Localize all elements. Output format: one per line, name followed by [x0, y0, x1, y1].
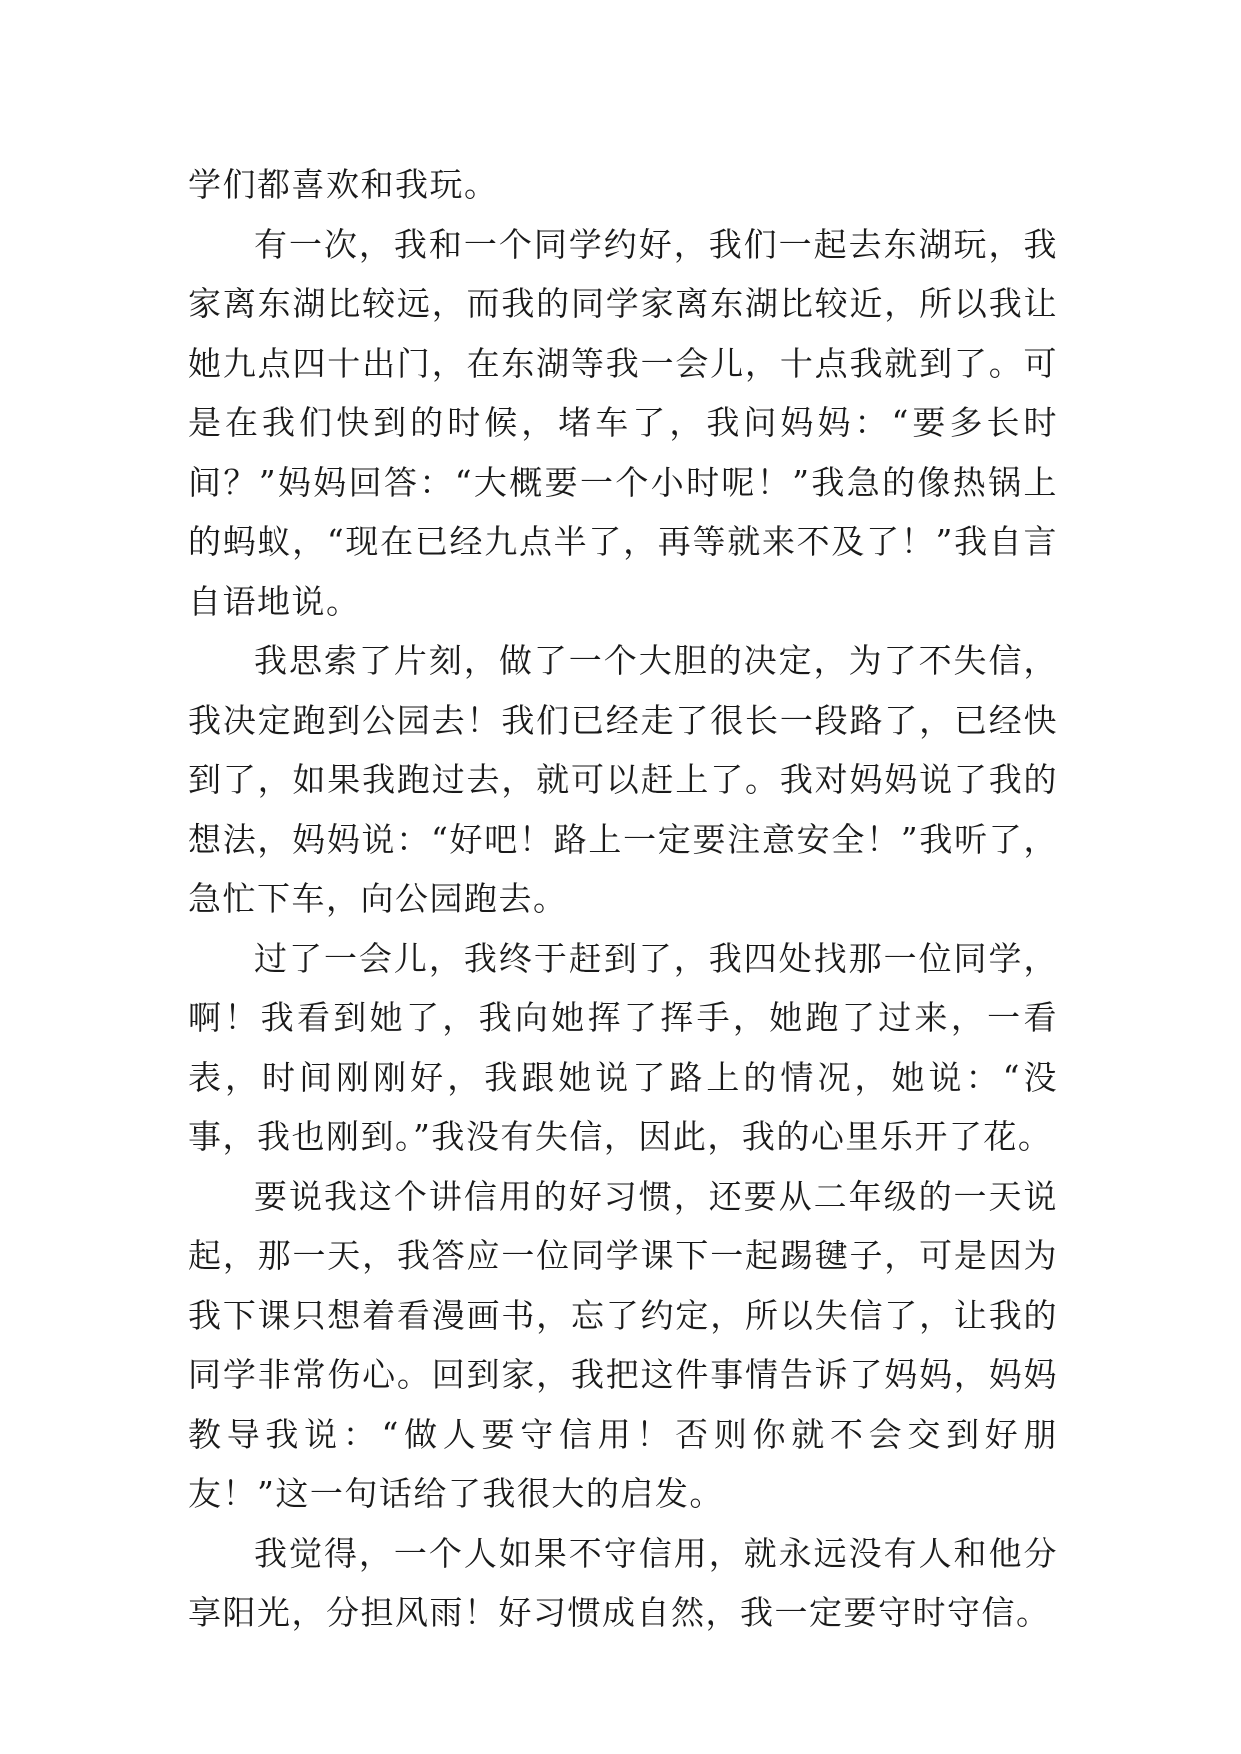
essay-body [188, 155, 1058, 1643]
paragraph-run-decision: 我思索了片刻，做了一个大胆的决定，为了不失信，我决定跑到公园去！我们已经走了很长一段路了，已经快到了，如果我跑过去，就可以赶上了。我对妈妈说了我的想法，妈妈说：“好吧！路上一定要注意安全！”我听了，急忙下车，向公园跑去。 [188, 641, 1058, 918]
paragraph-origin-of-habit: 要说我这个讲信用的好习惯，还要从二年级的一天说起，那一天，我答应一位同学课下一起踢毽子，可是因为我下课只想着看漫画书，忘了约定，所以失信了，让我的同学非常伤心。回到家，我把这件事情告诉了妈妈，妈妈教导我说：“做人要守信用！否则你就不会交到好朋友！”这一句话给了我很大的启发。 [188, 1176, 1058, 1513]
paragraph-arrival: 过了一会儿，我终于赶到了，我四处找那一位同学，啊！我看到她了，我向她挥了挥手，她跑了过来，一看表，时间刚刚好，我跟她说了路上的情况，她说：“没事，我也刚到。”我没有失信，因此，我的心里乐开了花。 [188, 938, 1058, 1156]
paragraph-continuation: 学们都喜欢和我玩。 [188, 165, 499, 204]
paragraph-east-lake-plan: 有一次，我和一个同学约好，我们一起去东湖玩，我家离东湖比较远，而我的同学家离东湖比较近，所以我让她九点四十出门，在东湖等我一会儿，十点我就到了。可是在我们快到的时候，堵车了，我问妈妈：“要多长时间？”妈妈回答：“大概要一个小时呢！”我急的像热锅上的蚂蚁，“现在已经九点半了，再等就来不及了！”我自言自语地说。 [188, 224, 1058, 621]
paragraph-conclusion: 我觉得，一个人如果不守信用，就永远没有人和他分享阳光，分担风雨！好习惯成自然，我一定要守时守信。 [188, 1533, 1058, 1632]
